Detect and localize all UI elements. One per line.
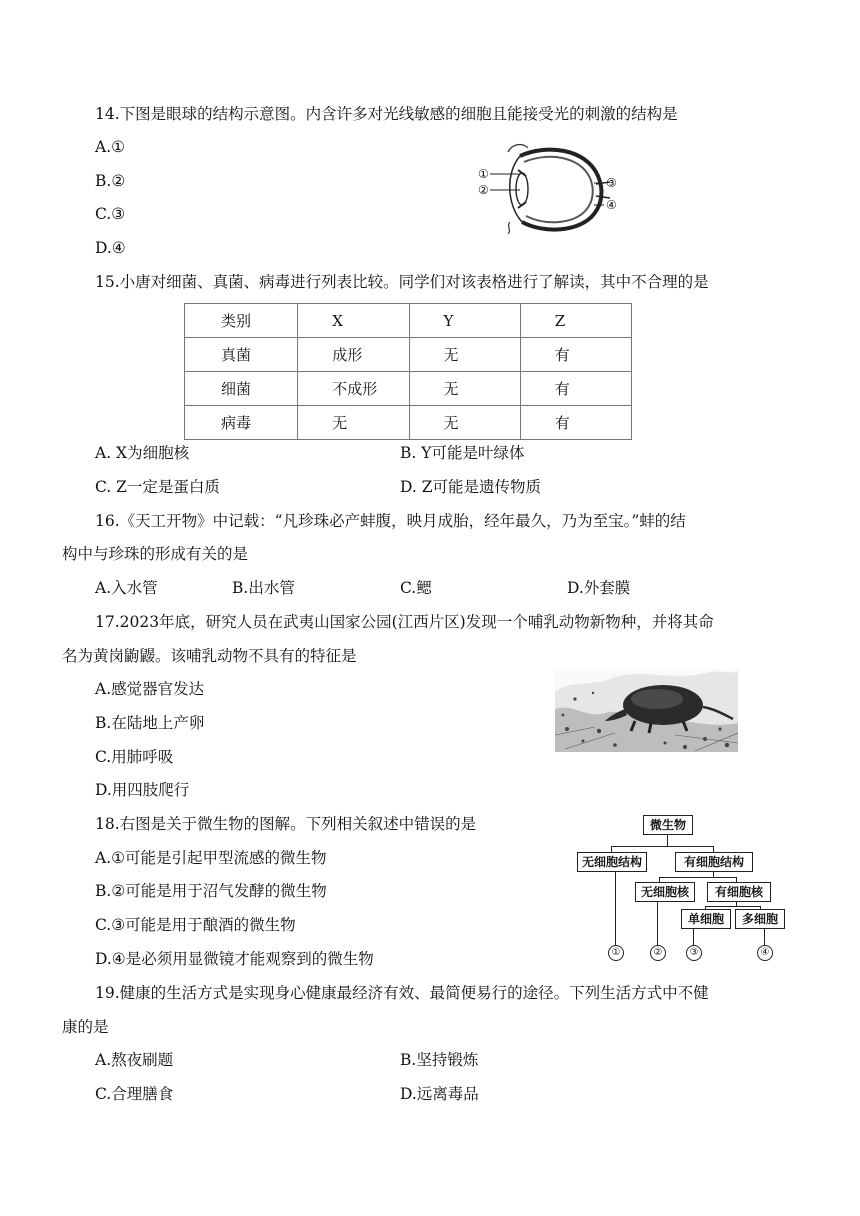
table-cell: 成形 bbox=[298, 338, 409, 372]
q19-option-b: B.坚持锻炼 bbox=[400, 1051, 479, 1069]
table-cell: 无 bbox=[409, 372, 520, 406]
eye-label-1: ① bbox=[478, 167, 489, 181]
q14-option-b: B.② bbox=[95, 172, 126, 190]
diagram-node-multicellular: 多细胞 bbox=[735, 909, 785, 929]
table-cell: 无 bbox=[409, 406, 520, 440]
q15-stem: 15.小唐对细菌、真菌、病毒进行列表比较。同学们对该表格进行了解读，其中不合理的是 bbox=[95, 273, 709, 291]
q17-stem-line2: 名为黄岗鼩鼹。该哺乳动物不具有的特征是 bbox=[62, 647, 357, 665]
comparison-table bbox=[184, 303, 632, 440]
table-cell: 无 bbox=[298, 406, 409, 440]
table-header-cell: Y bbox=[409, 304, 520, 338]
q19-stem-line1: 19.健康的生活方式是实现身心健康最经济有效、最简便易行的途径。下列生活方式中不健 bbox=[95, 984, 709, 1002]
table-cell: 不成形 bbox=[298, 372, 409, 406]
diagram-leaf-2: ② bbox=[650, 945, 666, 961]
q15-option-c: C. Z一定是蛋白质 bbox=[95, 478, 220, 496]
q15-option-b: B. Y可能是叶绿体 bbox=[400, 444, 525, 462]
q16-option-b: B.出水管 bbox=[232, 579, 295, 597]
diagram-node-microbe: 微生物 bbox=[643, 815, 693, 835]
eye-label-2: ② bbox=[478, 183, 489, 197]
q17-stem-line1: 17.2023年底，研究人员在武夷山国家公园(江西片区)发现一个哺乳动物新物种，并将其命 bbox=[95, 613, 714, 631]
q18-option-a: A.①可能是引起甲型流感的微生物 bbox=[95, 849, 327, 867]
q19-option-a: A.熬夜刷题 bbox=[95, 1051, 174, 1069]
shrew-mole-photo bbox=[555, 669, 738, 752]
q15-option-a: A. X为细胞核 bbox=[95, 444, 190, 462]
table-header-cell: 类别 bbox=[185, 304, 298, 338]
eyeball-diagram bbox=[476, 142, 626, 234]
diagram-leaf-3: ③ bbox=[686, 945, 702, 961]
q16-option-d: D.外套膜 bbox=[567, 579, 631, 597]
q16-stem-line2: 构中与珍珠的形成有关的是 bbox=[62, 545, 249, 563]
diagram-leaf-4: ④ bbox=[757, 945, 773, 961]
q17-option-b: B.在陆地上产卵 bbox=[95, 714, 205, 732]
diagram-node-no-cell-structure: 无细胞结构 bbox=[577, 852, 647, 872]
table-row bbox=[185, 406, 632, 440]
diagram-leaf-1: ① bbox=[608, 945, 624, 961]
q19-option-c: C.合理膳食 bbox=[95, 1085, 174, 1103]
q18-option-c: C.③可能是用于酿酒的微生物 bbox=[95, 916, 296, 934]
table-cell: 细菌 bbox=[185, 372, 298, 406]
diagram-node-has-cell-structure: 有细胞结构 bbox=[675, 852, 753, 872]
table-row bbox=[185, 372, 632, 406]
q16-option-a: A.入水管 bbox=[95, 579, 158, 597]
q14-option-c: C.③ bbox=[95, 205, 126, 223]
q16-stem-line1: 16.《天工开物》中记载：“凡珍珠必产蚌腹，映月成胎，经年最久，乃为至宝。”蚌的结 bbox=[95, 512, 686, 530]
q17-option-a: A.感觉器官发达 bbox=[95, 680, 205, 698]
diagram-node-has-nucleus: 有细胞核 bbox=[707, 882, 771, 902]
table-cell: 真菌 bbox=[185, 338, 298, 372]
table-cell: 有 bbox=[520, 372, 631, 406]
table-header-row bbox=[185, 304, 632, 338]
diagram-node-no-nucleus: 无细胞核 bbox=[635, 882, 695, 902]
microbe-classification-diagram bbox=[575, 815, 785, 963]
table-header-cell: X bbox=[298, 304, 409, 338]
table-cell: 有 bbox=[520, 338, 631, 372]
table-header-cell: Z bbox=[520, 304, 631, 338]
q18-option-b: B.②可能是用于沼气发酵的微生物 bbox=[95, 882, 327, 900]
q15-option-d: D. Z可能是遗传物质 bbox=[400, 478, 541, 496]
eye-label-4: ④ bbox=[606, 198, 617, 212]
table-row bbox=[185, 338, 632, 372]
eye-label-3: ③ bbox=[606, 176, 617, 190]
q17-option-d: D.用四肢爬行 bbox=[95, 781, 190, 799]
q18-stem: 18.右图是关于微生物的图解。下列相关叙述中错误的是 bbox=[95, 815, 477, 833]
table-cell: 有 bbox=[520, 406, 631, 440]
q18-option-d: D.④是必须用显微镜才能观察到的微生物 bbox=[95, 950, 374, 968]
q16-option-c: C.鳃 bbox=[400, 579, 432, 597]
q19-stem-line2: 康的是 bbox=[62, 1018, 109, 1036]
diagram-node-unicellular: 单细胞 bbox=[681, 909, 731, 929]
q14-option-a: A.① bbox=[95, 138, 126, 156]
table-cell: 无 bbox=[409, 338, 520, 372]
table-cell: 病毒 bbox=[185, 406, 298, 440]
q17-option-c: C.用肺呼吸 bbox=[95, 748, 174, 766]
q14-stem: 14.下图是眼球的结构示意图。内含许多对光线敏感的细胞且能接受光的刺激的结构是 bbox=[95, 105, 678, 123]
q14-option-d: D.④ bbox=[95, 239, 126, 257]
q19-option-d: D.远离毒品 bbox=[400, 1085, 479, 1103]
